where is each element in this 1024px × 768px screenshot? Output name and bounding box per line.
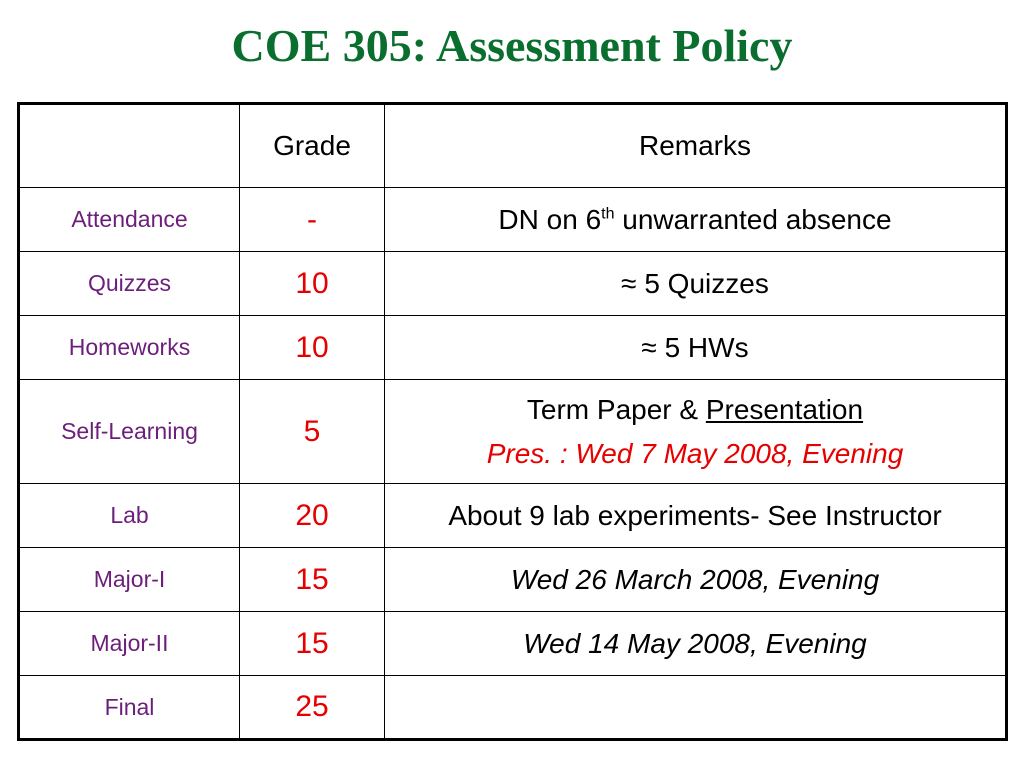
- row-remark: ≈ 5 Quizzes: [385, 252, 1007, 316]
- row-grade: 25: [240, 676, 385, 740]
- table-row: [19, 316, 1007, 380]
- row-grade: 15: [240, 548, 385, 612]
- row-remark: [385, 188, 1007, 252]
- row-remark: ≈ 5 HWs: [385, 316, 1007, 380]
- table-row: [19, 484, 1007, 548]
- table-row: [19, 548, 1007, 612]
- header-item: [19, 104, 240, 188]
- assessment-table: [17, 102, 1008, 741]
- remark-superscript: th: [601, 205, 615, 223]
- row-grade: 5: [240, 380, 385, 484]
- row-grade: 20: [240, 484, 385, 548]
- table-row: [19, 188, 1007, 252]
- row-item: Major-I: [19, 548, 240, 612]
- presentation-link[interactable]: Presentation: [705, 393, 864, 425]
- table-header-row: [19, 104, 1007, 188]
- row-remark: Wed 14 May 2008, Evening: [385, 612, 1007, 676]
- row-item: Lab: [19, 484, 240, 548]
- slide-title: COE 305: Assessment Policy: [231, 20, 793, 71]
- row-grade: -: [240, 188, 385, 252]
- table-row: [19, 380, 1007, 484]
- remark-text: DN on 6: [498, 203, 602, 235]
- row-remark: [385, 676, 1007, 740]
- row-remark: Wed 26 March 2008, Evening: [385, 548, 1007, 612]
- row-item: Quizzes: [19, 252, 240, 316]
- row-grade: 15: [240, 612, 385, 676]
- table-row: [19, 252, 1007, 316]
- row-grade: 10: [240, 252, 385, 316]
- presentation-date: Pres. : Wed 7 May 2008, Evening: [486, 437, 904, 469]
- row-item: Major-II: [19, 612, 240, 676]
- header-remarks: Remarks: [385, 104, 1007, 188]
- row-item: Self-Learning: [19, 380, 240, 484]
- header-grade: Grade: [240, 104, 385, 188]
- remark-text: unwarranted absence: [614, 203, 892, 235]
- table-row: [19, 676, 1007, 740]
- table-row: [19, 612, 1007, 676]
- remark-line: [385, 388, 1005, 432]
- row-item: Final: [19, 676, 240, 740]
- remark-text: Term Paper &: [526, 393, 706, 425]
- row-remark: [385, 380, 1007, 484]
- row-remark: About 9 lab experiments- See Instructor: [385, 484, 1007, 548]
- row-grade: 10: [240, 316, 385, 380]
- row-item: Attendance: [19, 188, 240, 252]
- row-item: Homeworks: [19, 316, 240, 380]
